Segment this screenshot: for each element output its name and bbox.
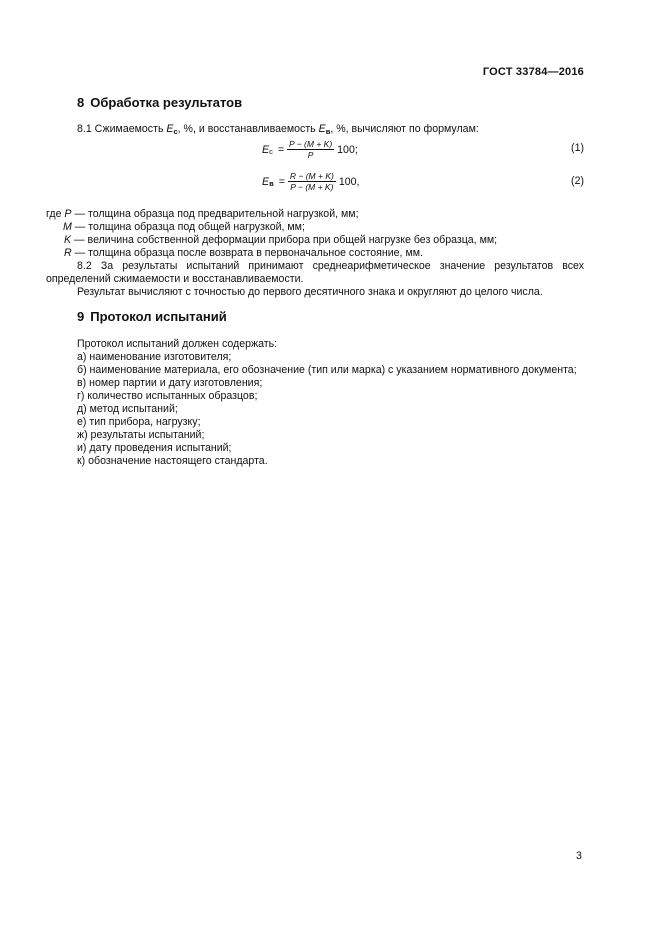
formula-2-fraction (288, 171, 336, 192)
formula-1-numerator: P − (M + K) (289, 139, 333, 149)
formula-1: E с = $\frac{P - (M + K)}{P}$ 100; (262, 139, 358, 160)
formula-1-number: (1) (571, 142, 584, 154)
paragraph-result: Результат вычисляют с точностью до первого десятичного знака и округляют до целого числа. (77, 286, 543, 298)
variable-definition: M — толщина образца под общей нагрузкой, мм; (63, 221, 305, 233)
section-8-title: Обработка результатов (90, 95, 243, 110)
document-code: ГОСТ 33784—2016 (482, 66, 584, 78)
list-item: е) тип прибора, нагрузку; (77, 416, 201, 428)
list-item: ж) результаты испытаний; (77, 429, 205, 441)
formula-1-fraction (287, 139, 334, 160)
formula-2-lhs: E (262, 175, 270, 188)
formula-2-numerator: R − (M + K) (289, 171, 334, 181)
page-number: 3 (576, 850, 582, 862)
paragraph-8-2-line-2: определений сжимаемости и восстанавливаемости. (46, 273, 304, 285)
list-item: а) наименование изготовителя; (77, 351, 232, 363)
section-9-number: 9 (77, 309, 85, 324)
list-item: д) метод испытаний; (77, 403, 178, 415)
formula-2-number: (2) (571, 175, 584, 187)
paragraph-8-1: 8.1 Сжимаемость Eс, %, и восстанавливаемость Eв, %, вычисляют по формулам: (77, 123, 479, 136)
section-8-heading (77, 95, 242, 110)
variable-definition: K — величина собственной деформации прибора при общей нагрузке без образца, мм; (64, 234, 498, 246)
list-item: б) наименование материала, его обозначение (тип или марка) с указанием нормативного документа; (77, 364, 577, 376)
formula-1-lhs: E (262, 143, 270, 156)
section-9-heading (77, 309, 227, 324)
section-8-number: 8 (77, 95, 85, 110)
list-item: и) дату проведения испытаний; (77, 442, 232, 454)
list-item: г) количество испытанных образцов; (77, 390, 258, 402)
formula-2-denominator: P − (M + K) (290, 182, 334, 192)
list-item: к) обозначение настоящего стандарта. (77, 455, 268, 467)
protocol-intro: Протокол испытаний должен содержать: (77, 338, 278, 350)
variable-definition: где P — толщина образца под предварительной нагрузкой, мм; (46, 208, 359, 220)
list-item: в) номер партии и дату изготовления; (77, 377, 263, 389)
paragraph-8-2-line-1: 8.2 За результаты испытаний принимают среднеарифметическое значение результатов всех (77, 260, 584, 272)
formula-2: E в = $\frac{R - (M + K)}{P - (M + K)}$ 100, (262, 171, 360, 192)
formula-1-denominator: P (307, 150, 314, 160)
variable-definition: R — толщина образца после возврата в первоначальное состояние, мм. (64, 247, 423, 259)
section-9-title: Протокол испытаний (90, 309, 227, 324)
